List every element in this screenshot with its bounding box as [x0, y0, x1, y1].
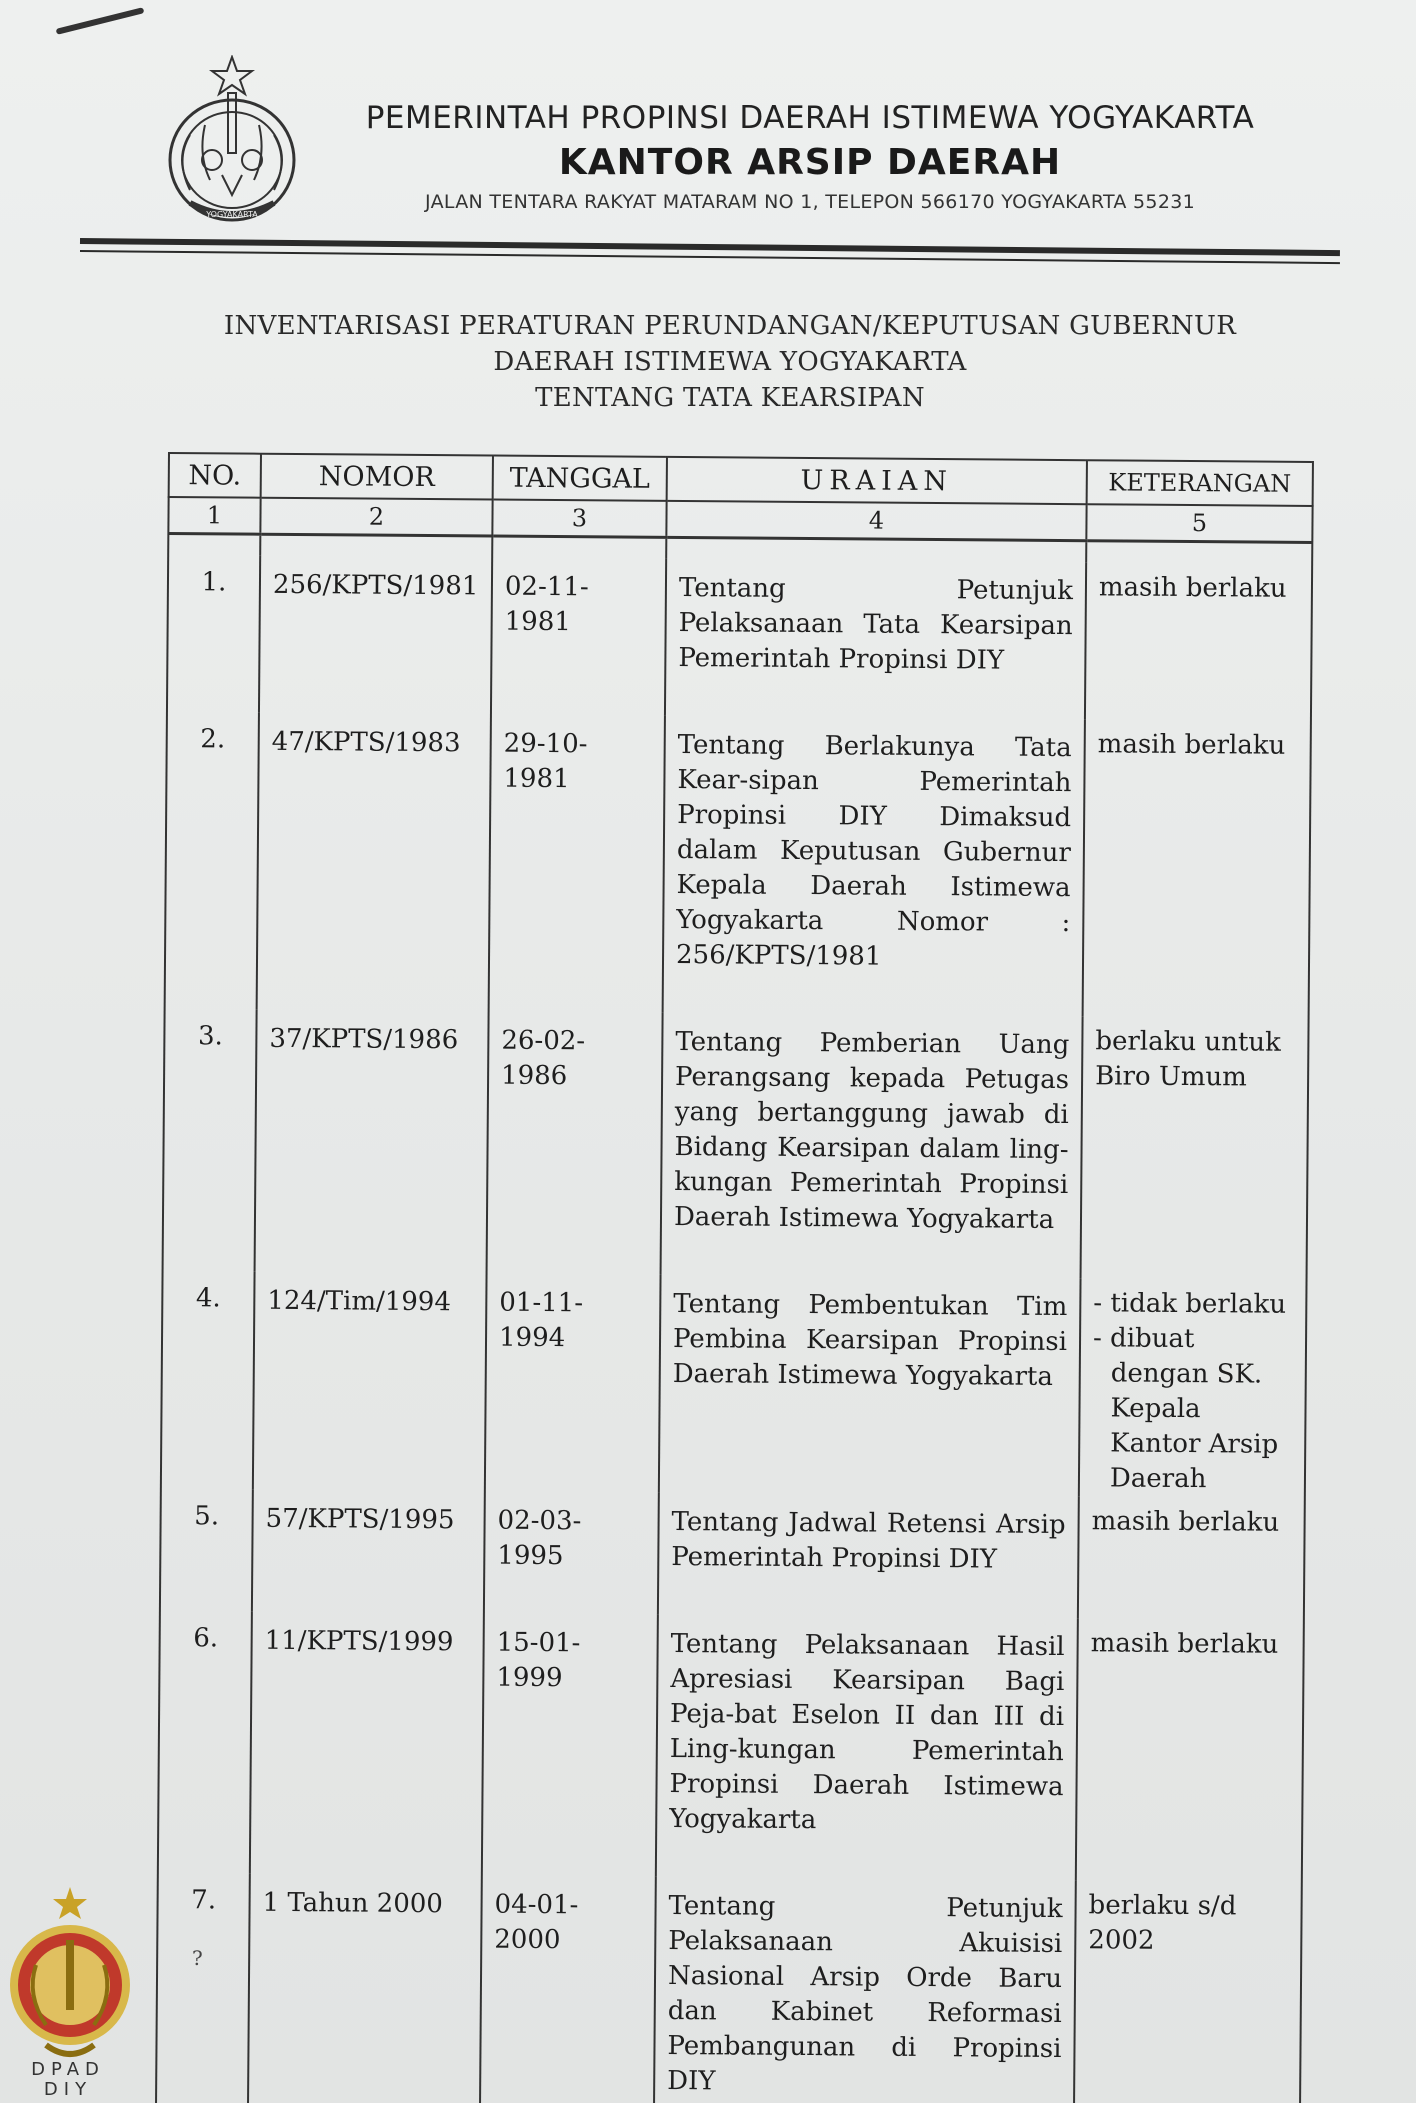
keterangan-item: - dibuat dengan SK. Kepala Kantor Arsip Daerah [1092, 1323, 1279, 1495]
cell-keterangan [1079, 1278, 1307, 1498]
cell-nomor: 11/KPTS/1999 [250, 1612, 484, 1876]
table-row [163, 1009, 1309, 1280]
column-number-2: 2 [260, 498, 492, 536]
cell-keterangan: masih berlaku [1083, 719, 1311, 1018]
document-title-line-1: INVENTARISASI PERATURAN PERUNDANGAN/KEPUTUSAN GUBERNUR [223, 311, 1237, 341]
cell-tanggal: 02-11-1981 [491, 558, 666, 716]
cell-nomor: 47/KPTS/1983 [257, 713, 491, 1012]
cell-keterangan: masih berlaku [1078, 1496, 1305, 1620]
cell-uraian: Tentang Petunjuk Pelaksanaan Tata Kearsipan Pemerintah Propinsi DIY [665, 559, 1086, 719]
cell-uraian: Tentang Pemberian Uang Perangsang kepada Petugas yang bertanggung jawab di Bidang Kearsipan dalam ling-kungan Pemerintah Propinsi Daerah Istimewa Yogyakarta [661, 1013, 1083, 1278]
cell-tanggal: 01-11-1994 [485, 1274, 661, 1493]
column-header-nomor: NOMOR [261, 454, 493, 500]
cell-tanggal: 29-10-1981 [489, 715, 665, 1013]
inventory-table [155, 452, 1314, 2103]
letterhead-office: KANTOR ARSIP DAERAH [558, 142, 1062, 183]
yogyakarta-crest-icon [160, 55, 305, 230]
column-header-tanggal: TANGGAL [493, 456, 667, 501]
document-title-line-2: DAERAH ISTIMEWA YOGYAKARTA [493, 347, 967, 377]
watermark-line-2: DIY [43, 2079, 93, 2100]
watermark-line-1: DPAD [31, 2059, 105, 2080]
cell-keterangan: berlaku s/d 2002 [1074, 1880, 1302, 2103]
dpad-diy-watermark-text [18, 2060, 118, 2100]
document-title [200, 308, 1260, 416]
column-number-4: 4 [666, 501, 1086, 541]
table-row [161, 1271, 1307, 1498]
crest-banner-label: YOGYAKARTA [206, 210, 258, 219]
cell-keterangan: masih berlaku [1085, 562, 1312, 721]
document-title-line-3: TENTANG TATA KEARSIPAN [535, 383, 925, 413]
column-header-keterangan: KETERANGAN [1087, 460, 1313, 506]
cell-uraian: Tentang Pembentukan Tim Pembina Kearsipan Propinsi Daerah Istimewa Yogyakarta [659, 1275, 1081, 1496]
cell-no: 2. [165, 712, 259, 1010]
pen-stroke-mark [56, 7, 145, 35]
cell-nomor: 1 Tahun 2000 [248, 1874, 482, 2103]
stray-pencil-mark: ? [192, 1946, 203, 1970]
cell-no: 1. [167, 555, 260, 713]
table-row [156, 1873, 1302, 2103]
keterangan-item: - tidak berlaku [1093, 1288, 1287, 1320]
cell-keterangan: berlaku untuk Biro Umum [1081, 1016, 1309, 1280]
column-header-uraian: URAIAN [667, 457, 1087, 504]
cell-tanggal: 04-01-2000 [480, 1876, 656, 2103]
table-row [160, 1489, 1305, 1620]
cell-nomor: 124/Tim/1994 [253, 1272, 487, 1492]
cell-nomor: 57/KPTS/1995 [252, 1490, 485, 1614]
column-number-3: 3 [492, 500, 666, 538]
letterhead-government: PEMERINTAH PROPINSI DAERAH ISTIMEWA YOGYAKARTA [365, 100, 1255, 136]
cell-uraian: Tentang Jadwal Retensi Arsip Pemerintah Propinsi DIY [658, 1493, 1079, 1618]
table-row [165, 712, 1311, 1018]
inventory-table-wrapper [156, 452, 1312, 2097]
cell-tanggal: 02-03-1995 [484, 1492, 659, 1615]
keterangan-list [1092, 1286, 1294, 1498]
cell-no: 6. [158, 1611, 252, 1874]
cell-uraian: Tentang Berlakunya Tata Kear-sipan Pemerintah Propinsi DIY Dimaksud dalam Keputusan Gubernur Kepala Daerah Istimewa Yogyakarta Nomor : 256/KPTS/1981 [663, 716, 1085, 1016]
column-number-1: 1 [168, 497, 260, 534]
letterhead [330, 100, 1290, 213]
cell-no: 7. [156, 1873, 250, 2103]
table-row [167, 555, 1312, 721]
cell-tanggal: 15-01-1999 [482, 1614, 658, 1877]
column-number-5: 5 [1086, 504, 1312, 542]
cell-no: 4. [161, 1271, 255, 1490]
cell-no: 5. [160, 1489, 253, 1612]
cell-uraian: Tentang Petunjuk Pelaksanaan Akuisisi Nasional Arsip Orde Baru dan Kabinet Reformasi Pembangunan di Propinsi DIY [654, 1877, 1076, 2103]
cell-no: 3. [163, 1009, 257, 1272]
table-row [158, 1611, 1304, 1882]
letterhead-address: JALAN TENTARA RAKYAT MATARAM NO 1, TELEPON 566170 YOGYAKARTA 55231 [425, 191, 1195, 213]
cell-tanggal: 26-02-1986 [487, 1012, 663, 1275]
column-header-no: NO. [169, 453, 261, 498]
cell-keterangan: masih berlaku [1076, 1618, 1304, 1882]
cell-uraian: Tentang Pelaksanaan Hasil Apresiasi Kearsipan Bagi Peja-bat Eselon II dan III di Ling-kungan Pemerintah Propinsi Daerah Istimewa Yogyakarta [656, 1615, 1078, 1880]
cell-nomor: 37/KPTS/1986 [255, 1010, 489, 1274]
cell-nomor: 256/KPTS/1981 [259, 556, 492, 715]
